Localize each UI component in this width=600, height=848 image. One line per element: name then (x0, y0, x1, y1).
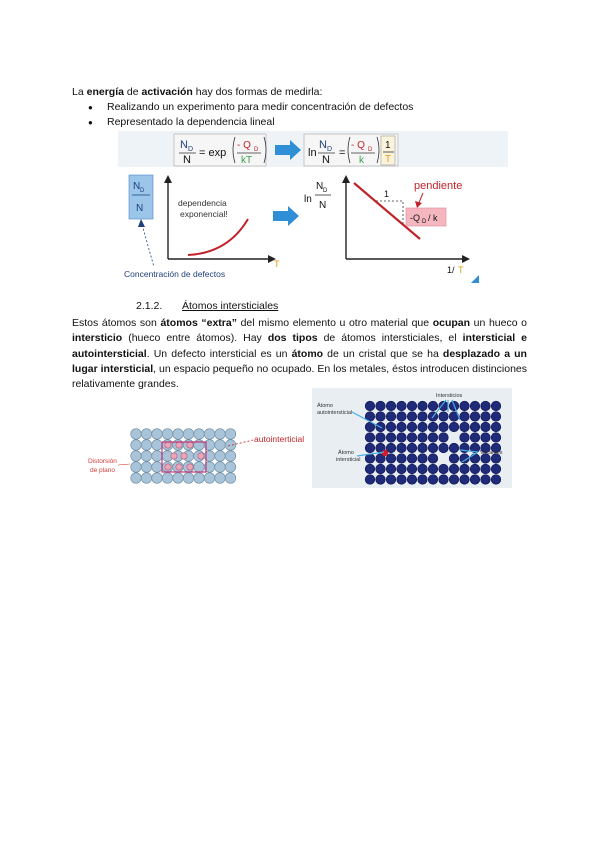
atom (397, 422, 407, 432)
atom (460, 412, 470, 422)
curve-label-2: exponencial! (180, 209, 228, 219)
interstitial-atom (165, 464, 171, 470)
paragraph-bold-run: intersticial e autointersticial (72, 332, 527, 360)
label-vacantes: Vacantes (480, 450, 503, 456)
atom (470, 412, 480, 422)
body-paragraph (72, 316, 527, 392)
atom (407, 412, 417, 422)
yaxis-num: N (133, 181, 141, 192)
atom (225, 462, 236, 473)
atom (397, 401, 407, 411)
ln-num: N (316, 181, 324, 192)
atom (173, 429, 184, 440)
atom (225, 473, 236, 484)
curve-label-1: dependencia (178, 198, 227, 208)
atom (407, 454, 417, 464)
atom (365, 443, 375, 453)
atom (491, 464, 501, 474)
atom (131, 462, 142, 473)
atom (365, 475, 375, 485)
atom (215, 429, 226, 440)
xaxis-invt-t: T (458, 265, 464, 275)
atom (225, 440, 236, 451)
atom (152, 440, 163, 451)
atom (407, 443, 417, 453)
slope-one: 1 (384, 189, 390, 199)
eq1-num: - Q (237, 140, 251, 151)
interstitial-atom (165, 442, 171, 448)
atom (418, 464, 428, 474)
paragraph-run: (hueco entre átomos). Hay (122, 332, 268, 345)
atom (131, 440, 142, 451)
eq1-num-sub: D (254, 147, 259, 153)
atom (439, 443, 449, 453)
atom (215, 462, 226, 473)
atom (376, 475, 386, 485)
interstitial-atom (187, 464, 193, 470)
atom (439, 412, 449, 422)
eq2-lhs-num: N (319, 139, 327, 151)
interstitial-atom (171, 453, 177, 459)
atom (397, 412, 407, 422)
label-auto-1: Átomo (317, 403, 333, 409)
paragraph-run: un hueco o (470, 317, 527, 329)
eq2-eq: = (339, 147, 346, 159)
atom (428, 464, 438, 474)
atom (386, 422, 396, 432)
label-inter-1: Átomo (338, 450, 354, 456)
atom (439, 422, 449, 432)
paragraph-run: . Un defecto intersticial es un (146, 347, 292, 360)
atom (365, 433, 375, 443)
eq2-den: k (359, 155, 364, 166)
atom (386, 401, 396, 411)
bullet-item: ● Realizando un experimento para medir concentración de defectos (88, 100, 413, 115)
section-title: Átomos intersticiales (182, 300, 279, 312)
atom (162, 473, 173, 484)
atom (131, 451, 142, 462)
atom (141, 473, 152, 484)
atom (481, 464, 491, 474)
yaxis-sub: D (140, 188, 145, 194)
atom (386, 433, 396, 443)
atom (141, 462, 152, 473)
eq1-lhs-den: N (183, 154, 191, 166)
label-distorsion-2: de plano (90, 467, 115, 474)
activation-energy-figure (118, 131, 508, 285)
atom (428, 454, 438, 464)
atom (460, 464, 470, 474)
atom (386, 454, 396, 464)
atom (215, 473, 226, 484)
paragraph-bold-run: dos tipos (267, 332, 318, 345)
atom (397, 475, 407, 485)
xaxis-t: T (274, 259, 280, 269)
atom (470, 401, 480, 411)
atom (407, 464, 417, 474)
atom (418, 412, 428, 422)
ln-den: N (319, 200, 327, 211)
paragraph-run: del mismo elemento u otro material que (236, 317, 433, 329)
atom (418, 475, 428, 485)
atom (460, 401, 470, 411)
atom (407, 433, 417, 443)
atom (428, 401, 438, 411)
ln-sub: D (323, 188, 328, 194)
eq2-lhs-sub: D (327, 146, 333, 153)
paragraph-bold-run: intersticio (72, 332, 123, 345)
autointerstitial-lattice-figure (88, 420, 314, 496)
atom (204, 429, 215, 440)
atom (418, 401, 428, 411)
intro-part: de (123, 86, 142, 98)
atom (152, 473, 163, 484)
slope-label: pendiente (414, 180, 463, 192)
atom (449, 443, 459, 453)
atom (407, 422, 417, 432)
yaxis-den: N (136, 203, 144, 214)
eq2-ln: ln (308, 147, 317, 159)
atom (418, 422, 428, 432)
section-heading (136, 300, 278, 312)
eq1-lhs-sub: D (188, 146, 194, 153)
atom (376, 464, 386, 474)
atom (481, 433, 491, 443)
atom (449, 475, 459, 485)
atom (491, 433, 501, 443)
intro-text (72, 86, 322, 98)
intro-part: La (72, 86, 87, 98)
atom (428, 422, 438, 432)
atom (215, 451, 226, 462)
atom (470, 433, 480, 443)
concentration-caption: Concentración de defectos (124, 269, 226, 279)
self-interstitial-atom (382, 450, 388, 456)
atom (397, 454, 407, 464)
atom (439, 433, 449, 443)
atom (439, 475, 449, 485)
atom (481, 412, 491, 422)
atom (141, 440, 152, 451)
paragraph-run: , un espacio pequeño no ocupado. En los metales, éstos introducen distinciones relativamente grandes. (72, 362, 527, 391)
label-autointerticial: autointerticial (254, 434, 305, 444)
atom (152, 462, 163, 473)
atom (225, 451, 236, 462)
atom (194, 429, 205, 440)
label-distorsion-1: Distorsión (88, 458, 117, 465)
atom (173, 473, 184, 484)
atom (386, 475, 396, 485)
paragraph-bold-run: átomo (291, 347, 324, 360)
atom (449, 454, 459, 464)
atom (365, 464, 375, 474)
eq1-exp: = exp (199, 147, 227, 159)
interstitial-atom (198, 453, 204, 459)
atom (386, 464, 396, 474)
atom (376, 401, 386, 411)
atom (141, 429, 152, 440)
atom (449, 422, 459, 432)
atom (215, 440, 226, 451)
eq1-lhs-num: N (180, 139, 188, 151)
atom (152, 451, 163, 462)
atom (183, 473, 194, 484)
intro-bold-energia: energía (86, 86, 124, 98)
paragraph-bold-run: desplazado a un lugar intersticial (72, 347, 527, 375)
eq2-frac-num: 1 (385, 140, 391, 151)
atom (418, 433, 428, 443)
xaxis-invt: 1/ (447, 265, 455, 275)
atom (397, 433, 407, 443)
atom (470, 422, 480, 432)
atom (481, 475, 491, 485)
intro-part: hay dos formas de medirla: (192, 86, 323, 98)
bullet-item: ● Representado la dependencia lineal (88, 115, 413, 130)
atom (194, 462, 205, 473)
interstitial-atom (176, 442, 182, 448)
eq1-den: kT (241, 155, 253, 166)
ln-label: ln (304, 194, 312, 205)
interstitial-atom (176, 464, 182, 470)
atom (183, 429, 194, 440)
atom (376, 433, 386, 443)
paragraph-bold-run: átomos “extra” (160, 317, 237, 329)
interstitial-lattice-figure (312, 388, 512, 488)
atom (428, 433, 438, 443)
atom (481, 422, 491, 432)
atom (365, 401, 375, 411)
eq2-num-sub: D (368, 147, 373, 153)
paragraph-run: de átomos intersticiales, el (317, 332, 463, 345)
interstitial-atom (181, 453, 187, 459)
label-intersticios: Intersticios (436, 393, 463, 399)
atom (418, 454, 428, 464)
atom (491, 412, 501, 422)
atom (470, 464, 480, 474)
atom (376, 412, 386, 422)
atom (470, 475, 480, 485)
atom (131, 473, 142, 484)
paragraph-bold-run: ocupan (432, 317, 471, 329)
atom (439, 464, 449, 474)
atom (204, 473, 215, 484)
section-number: 2.1.2. (136, 300, 163, 312)
paragraph-run: Estos átomos son (72, 317, 161, 329)
atom (460, 433, 470, 443)
atom (152, 429, 163, 440)
atom (428, 475, 438, 485)
interstitial-atom (187, 442, 193, 448)
atom (225, 429, 236, 440)
atom (131, 429, 142, 440)
atom (470, 454, 480, 464)
atom (491, 401, 501, 411)
atom (162, 429, 173, 440)
bullet-list (88, 100, 413, 130)
atom (428, 443, 438, 453)
label-inter-2: intersticial (336, 457, 361, 463)
atom (481, 401, 491, 411)
atom (491, 422, 501, 432)
atom (460, 422, 470, 432)
slope-value-sub: D (422, 219, 427, 225)
atom (460, 475, 470, 485)
atom (386, 412, 396, 422)
atom (141, 451, 152, 462)
slope-value: -Q (410, 213, 420, 223)
eq2-lhs-den: N (322, 154, 330, 166)
paragraph-run: de un cristal que se ha (323, 347, 443, 360)
atom (194, 440, 205, 451)
atom (407, 475, 417, 485)
atom (194, 473, 205, 484)
atom (397, 464, 407, 474)
atom (449, 464, 459, 474)
atom (397, 443, 407, 453)
label-auto-2: autointersticial (317, 410, 353, 416)
atom (407, 401, 417, 411)
atom (491, 475, 501, 485)
intro-bold-activacion: activación (141, 86, 193, 98)
atom (418, 443, 428, 453)
eq2-num: - Q (351, 140, 365, 151)
eq2-frac-den: T (385, 154, 392, 165)
slope-value-k: / k (428, 213, 438, 223)
